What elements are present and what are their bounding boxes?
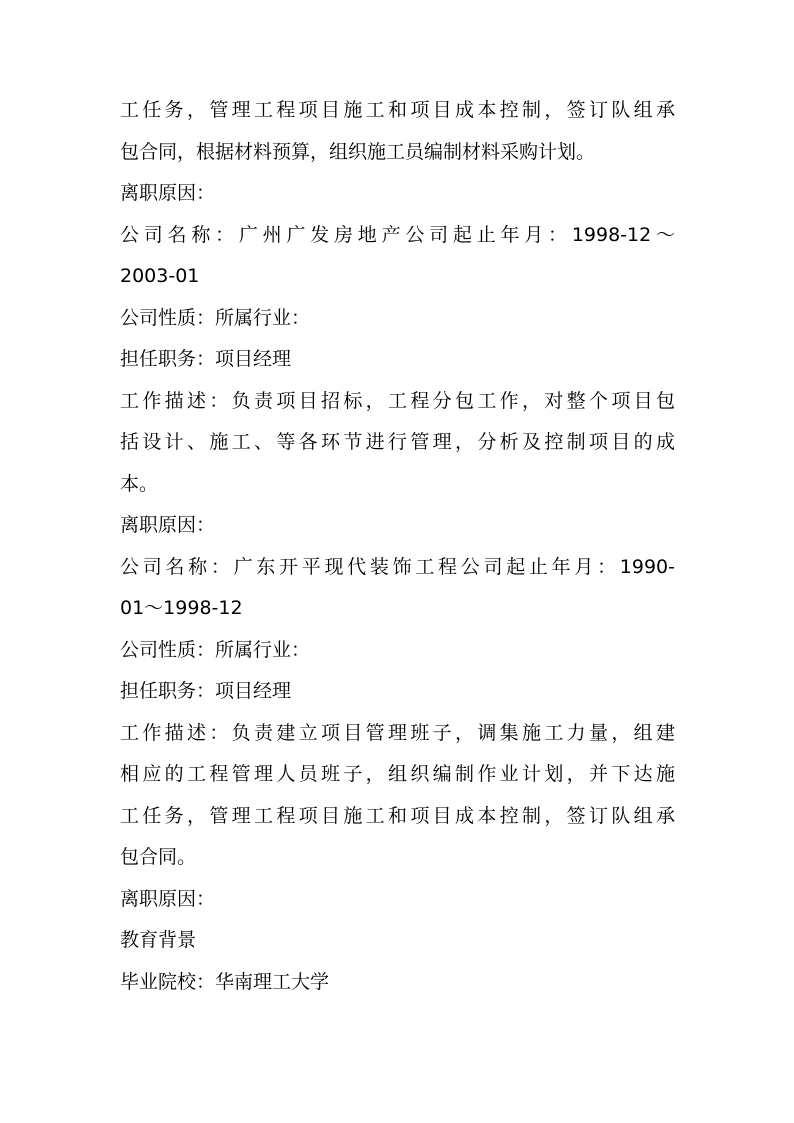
text-line: 2003-01 bbox=[120, 265, 200, 287]
text-line: 工作描述：负责建立项目管理班子，调集施工力量，组建 bbox=[120, 721, 675, 744]
text-line: 担任职务：项目经理 bbox=[120, 348, 292, 370]
text-line: 01～1998-12 bbox=[120, 597, 243, 619]
text-line: 公司性质：所属行业： bbox=[120, 306, 311, 329]
text-line: 本。 bbox=[120, 472, 159, 495]
text-line: 离职原因： bbox=[120, 887, 216, 910]
section-heading: 教育背景 bbox=[120, 929, 197, 951]
text-line: 公司性质：所属行业： bbox=[120, 638, 311, 661]
text-line: 工任务，管理工程项目施工和项目成本控制，签订队组承 bbox=[120, 99, 675, 121]
text-line: 包合同。 bbox=[120, 846, 197, 868]
text-line: 毕业院校：华南理工大学 bbox=[120, 970, 330, 993]
text-line: 公司名称：广州广发房地产公司起止年月：1998-12～ bbox=[120, 223, 675, 246]
text-line: 相应的工程管理人员班子，组织编制作业计划，并下达施 bbox=[120, 763, 675, 785]
document-body bbox=[120, 90, 675, 1003]
text-line: 工任务，管理工程项目施工和项目成本控制，签订队组承 bbox=[120, 804, 675, 827]
text-line: 离职原因： bbox=[120, 182, 216, 204]
text-line: 包合同，根据材料预算，组织施工员编制材料采购计划。 bbox=[120, 140, 596, 163]
text-line: 离职原因： bbox=[120, 514, 216, 536]
text-line: 公司名称：广东开平现代装饰工程公司起止年月：1990- bbox=[120, 555, 675, 578]
text-line: 工作描述：负责项目招标，工程分包工作，对整个项目包 bbox=[120, 389, 675, 412]
text-line: 括设计、施工、等各环节进行管理，分析及控制项目的成 bbox=[120, 431, 675, 453]
text-line: 担任职务：项目经理 bbox=[120, 680, 292, 702]
